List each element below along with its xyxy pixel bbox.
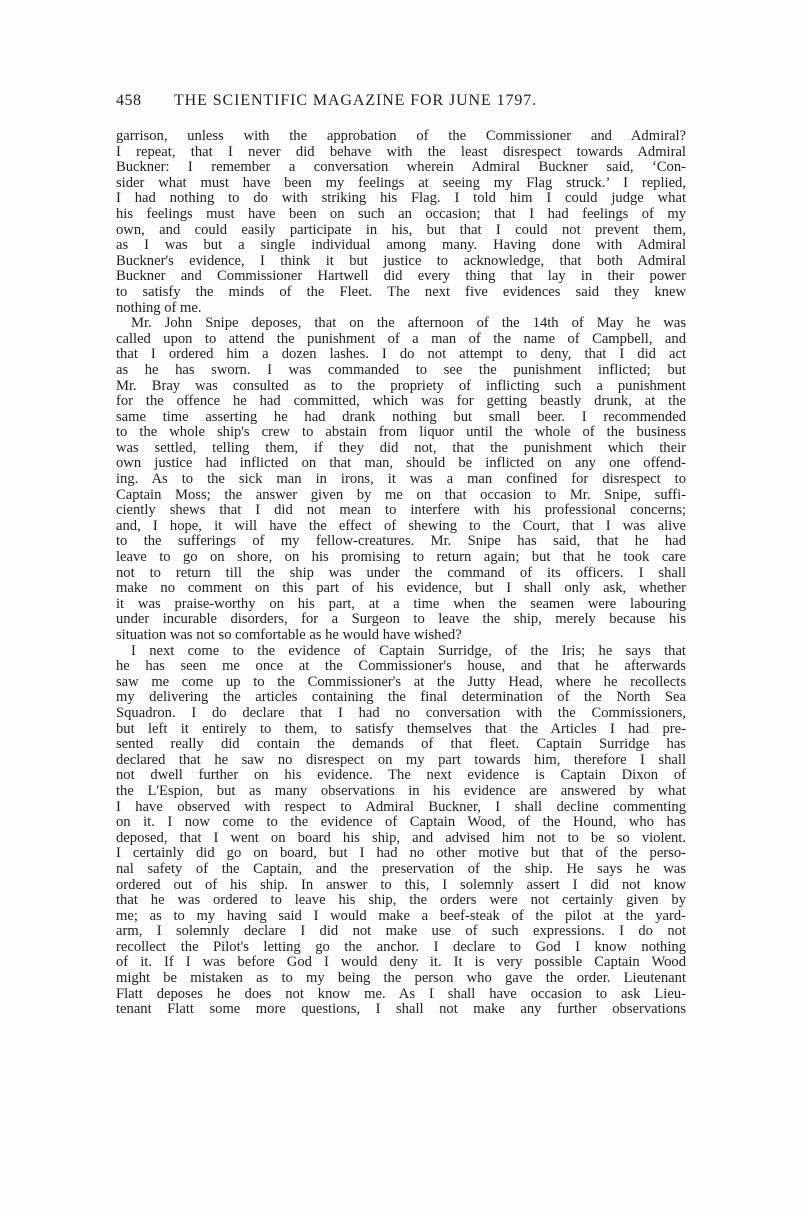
text-line: situation was not so comfortable as he would have wished?: [116, 628, 462, 643]
text-line: same time asserting he had drank nothing but small beer. I recommended: [116, 409, 686, 425]
text-line: deposed, that I went on board his ship, and advised him not to be so violent.: [116, 830, 686, 846]
text-line: for the offence he had committed, which was for getting beastly drunk, at the: [116, 394, 686, 410]
text-line: I repeat, that I never did behave with the least disrespect towards Admiral: [116, 144, 686, 160]
body-text: [116, 129, 686, 1018]
text-line: but left it entirely to them, to satisfy themselves that the Articles I had pre-: [116, 721, 686, 737]
text-line: my delivering the articles containing the final determination of the North Sea: [116, 690, 686, 706]
text-line: tenant Flatt some more questions, I shall not make any further observations: [116, 1002, 686, 1018]
text-line: Squadron. I do declare that I had no conversation with the Commissioners,: [116, 705, 686, 721]
text-line: leave to go on shore, on his promising to return again; but that he took care: [116, 550, 686, 566]
text-line: me; as to my having said I would make a beef-steak of the pilot at the yard-: [116, 908, 686, 924]
text-line: not to return till the ship was under the command of its officers. I shall: [116, 565, 686, 581]
text-line: to satisfy the minds of the Fleet. The next five evidences said they knew: [116, 284, 686, 300]
text-line: of it. If I was before God I would deny it. It is very possible Captain Wood: [116, 955, 686, 971]
text-line: was settled, telling them, if they did not, that the punishment which their: [116, 440, 686, 456]
text-line: the L'Espion, but as many observations in his evidence are answered by what: [116, 783, 686, 799]
text-line: I have observed with respect to Admiral Buckner, I shall decline commenting: [116, 799, 686, 815]
text-line: on it. I now come to the evidence of Captain Wood, of the Hound, who has: [116, 815, 686, 831]
text-line: not dwell further on his evidence. The next evidence is Captain Dixon of: [116, 768, 686, 784]
text-line: Buckner's evidence, I think it but justice to acknowledge, that both Admiral: [116, 253, 686, 269]
text-line: that I ordered him a dozen lashes. I do not attempt to deny, that I did act: [116, 347, 686, 363]
text-line: sider what must have been my feelings at seeing my Flag struck.’ I replied,: [116, 175, 686, 191]
text-line: Buckner and Commissioner Hartwell did every thing that lay in their power: [116, 269, 686, 285]
text-line: he has seen me once at the Commissioner's house, and that he afterwards: [116, 659, 686, 675]
text-line: I next come to the evidence of Captain Surridge, of the Iris; he says that: [131, 643, 686, 659]
text-line: sented really did contain the demands of that fleet. Captain Surridge has: [116, 737, 686, 753]
page-number: 458: [116, 92, 142, 109]
text-line: I had nothing to do with striking his Flag. I told him I could judge what: [116, 191, 686, 207]
text-line: make no comment on this part of his evidence, but I shall only ask, whether: [116, 581, 686, 597]
text-line: ing. As to the sick man in irons, it was a man confined for disrespect to: [116, 472, 686, 488]
text-line: Buckner: I remember a conversation wherein Admiral Buckner said, ‘Con-: [116, 160, 686, 176]
text-line: under incurable disorders, for a Surgeon to leave the ship, merely because his: [116, 612, 686, 628]
text-line: ordered out of his ship. In answer to this, I solemnly assert I did not know: [116, 877, 686, 893]
text-line: as he has sworn. I was commanded to see the punishment inflicted; but: [116, 362, 686, 378]
text-line: and, I hope, it will have the effect of shewing to the Court, that I was alive: [116, 518, 686, 534]
text-line: nal safety of the Captain, and the preservation of the ship. He says he was: [116, 861, 686, 877]
text-line: declared that he saw no disrespect on my part towards him, therefore I shall: [116, 752, 686, 768]
text-line: Captain Moss; the answer given by me on that occasion to Mr. Snipe, suffi-: [116, 487, 686, 503]
text-line: Mr. Bray was consulted as to the propriety of inflicting such a punishment: [116, 378, 686, 394]
text-line: ciently shews that I did not mean to interfere with his professional concerns;: [116, 503, 686, 519]
text-line: recollect the Pilot's letting go the anchor. I declare to God I know nothing: [116, 939, 686, 955]
running-head: THE SCIENTIFIC MAGAZINE FOR JUNE 1797.: [174, 92, 538, 109]
text-line: arm, I solemnly declare I did not make use of such expressions. I do not: [116, 924, 686, 940]
text-line: it was praise-worthy on his part, at a time when the seamen were labouring: [116, 596, 686, 612]
text-line: saw me come up to the Commissioner's at the Jutty Head, where he recollects: [116, 674, 686, 690]
text-line: own, and could easily participate in his, but that I could not prevent them,: [116, 222, 686, 238]
text-line: to the whole ship's crew to abstain from liquor until the whole of the business: [116, 425, 686, 441]
text-line: Flatt deposes he does not know me. As I shall have occasion to ask Lieu-: [116, 986, 686, 1002]
text-line: his feelings must have been on such an occasion; that I had feelings of my: [116, 206, 686, 222]
text-line: nothing of me.: [116, 300, 202, 316]
text-line: called upon to attend the punishment of a man of the name of Campbell, and: [116, 331, 686, 347]
text-line: I certainly did go on board, but I had no other motive but that of the perso-: [116, 846, 686, 862]
text-line: own justice had inflicted on that man, should be inflicted on any one offend-: [116, 456, 686, 472]
text-line: might be mistaken as to my being the person who gave the order. Lieutenant: [116, 971, 686, 987]
page-header: [116, 92, 686, 116]
text-line: to the sufferings of my fellow-creatures. Mr. Snipe has said, that he had: [116, 534, 686, 550]
text-line: that he was ordered to leave his ship, the orders were not certainly given by: [116, 893, 686, 909]
text-line: Mr. John Snipe deposes, that on the afternoon of the 14th of May he was: [131, 316, 686, 332]
text-line: as I was but a single individual among many. Having done with Admiral: [116, 238, 686, 254]
text-line: garrison, unless with the approbation of the Commissioner and Admiral?: [116, 129, 686, 144]
